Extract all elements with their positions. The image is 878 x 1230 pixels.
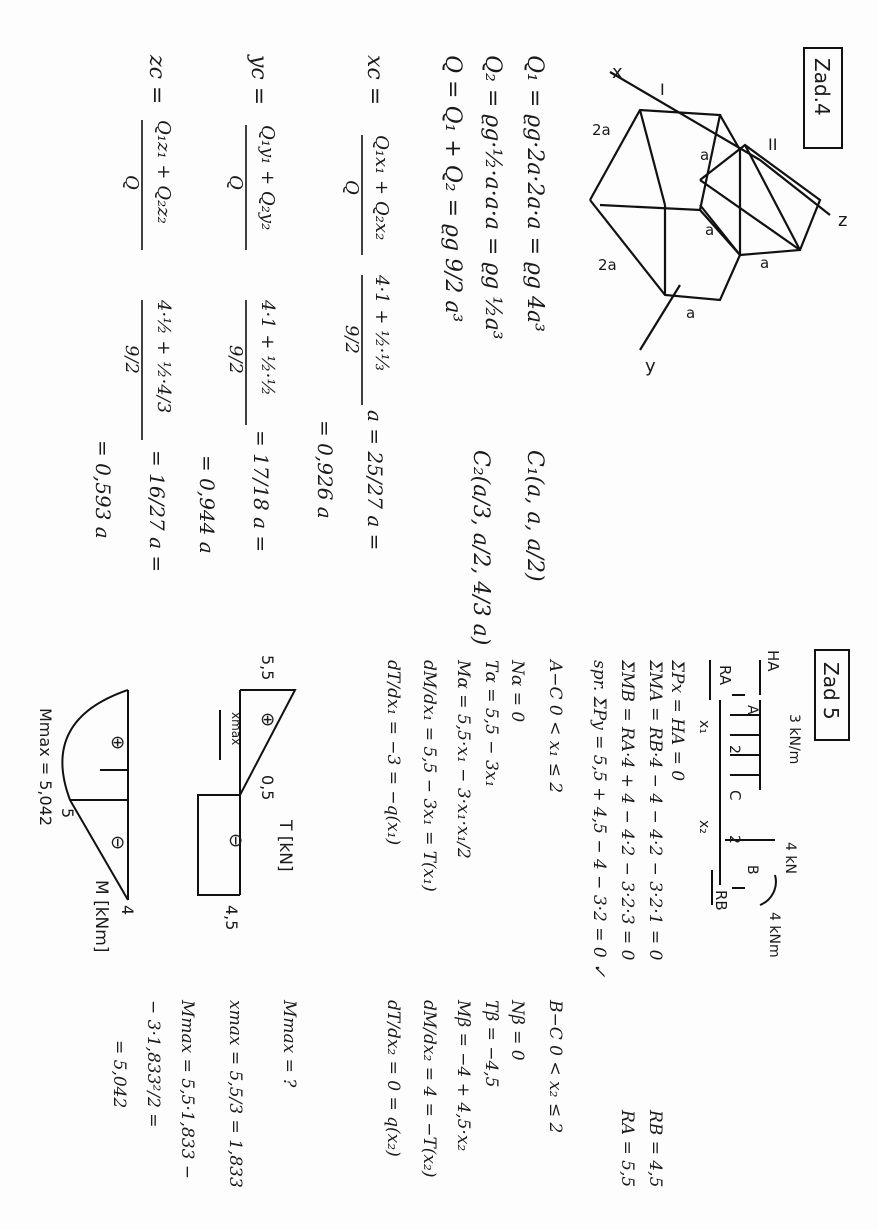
dim-a-4: a [686, 304, 696, 322]
eq-q2: Q₂ = ϱg·½·a·a·a = ϱg ½a³ [480, 55, 505, 340]
beam-force-label: 4 kN [782, 842, 798, 874]
moment-mmax: Mmax = 5,042 [36, 708, 55, 827]
mmax-q: Mmax = ? [279, 1000, 299, 1088]
ac-n: Nα = 0 [507, 660, 527, 723]
zc-num: Q₁z₁ + Q₂z₂ [153, 120, 174, 224]
moment-title: M [kNm] [91, 880, 111, 953]
zc-lhs: zc = [144, 55, 169, 105]
beam-c-label: C [726, 790, 744, 801]
dim-a-3: a [760, 254, 770, 272]
xc-formula [313, 55, 392, 550]
shear-minus: ⊖ [225, 833, 246, 849]
beam-moment-label: 4 kNm [766, 912, 782, 958]
moment-minus: ⊖ [107, 835, 128, 851]
beam-ra-label: RA [716, 665, 734, 686]
moment-diagram [62, 690, 128, 900]
xc-result: = 0,926 a [313, 420, 337, 519]
eq-c2: C₂(a/3, a/2, 4/3 a) [468, 450, 493, 646]
eq-rb: RB = 4,5 [645, 1110, 665, 1188]
eq-check: spr. ΣPy = 5,5 + 4,5 − 4 − 3·2 = 0 ✓ [589, 660, 609, 978]
bc-m: Mβ = −4 + 4,5·x₂ [453, 1000, 473, 1152]
zc-num2: 4·½ + ½·4/3 [153, 300, 174, 414]
beam-rb-label: RB [712, 890, 730, 911]
xc-den: Q [341, 180, 362, 195]
bc-t: Tβ = −4,5 [481, 1000, 501, 1088]
yc-num: Q₁y₁ + Q₂y₂ [257, 125, 278, 231]
moment-plus: ⊕ [107, 735, 128, 751]
shear-v2: 0,5 [258, 775, 277, 801]
shear-plus: ⊕ [257, 712, 278, 728]
z-axis-line [760, 160, 830, 215]
shear-v1: 5,5 [258, 655, 277, 681]
zad5-section [36, 650, 849, 1188]
bc-header: B−C 0 < x₂ ≤ 2 [545, 1000, 565, 1134]
eq-c1: C₁(a, a, a/2) [522, 450, 547, 582]
zad4-section [91, 48, 847, 645]
yc-mid: = 17/18 a = [249, 430, 273, 553]
ac-dt: dT/dx₁ = −3 = −q(x₁) [383, 660, 403, 846]
zc-mid: = 16/27 a = [145, 450, 169, 573]
mmax-eq-2: − 3·1,833²/2 = [143, 1000, 163, 1128]
beam-span-2: 2 [726, 835, 742, 844]
shear-v3: 4,5 [222, 905, 241, 931]
dim-2a-top: 2a [592, 121, 611, 139]
ac-t: Tα = 5,5 − 3x₁ [481, 660, 501, 788]
beam-b-label: B [744, 865, 760, 875]
zad4-label: Zad.4 [810, 58, 834, 116]
dim-a-2: a [705, 221, 715, 239]
xc-num: Q₁x₁ + Q₂x₂ [371, 135, 392, 241]
dim-a-1: a [700, 146, 710, 164]
xmax-eq: xmax = 5,5/3 = 1,833 [225, 1000, 245, 1188]
part-2-label: II [768, 135, 778, 154]
zad5-label: Zad 5 [819, 662, 843, 720]
yc-lhs: yc = [246, 55, 271, 106]
moment-arc [760, 875, 776, 905]
yc-result: = 0,944 a [195, 455, 219, 554]
zc-formula [91, 54, 174, 572]
ac-m: Mα = 5,5·x₁ − 3·x₁·x₁/2 [453, 660, 473, 859]
yc-den: Q [225, 175, 246, 190]
eq-sum-ma: ΣMA = RB·4 − 4 − 4·2 − 3·2·1 = 0 [645, 660, 665, 961]
moment-v1: 5 [58, 808, 77, 819]
solid-figure [590, 72, 830, 350]
eq-sum-px: ΣPx = HA = 0 [667, 660, 687, 782]
eq-q: Q = Q₁ + Q₂ = ϱg 9/2 a³ [440, 55, 465, 323]
beam-diagram [710, 660, 776, 905]
xc-lhs: xc = [362, 55, 387, 106]
eq-q1: Q₁ = ϱg·2a·2a·a = ϱg 4a³ [522, 55, 547, 332]
xc-den2: 9/2 [341, 325, 362, 354]
beam-x1-label: x₁ [696, 720, 712, 734]
beam-ha-label: HA [764, 650, 782, 672]
beam-load-label: 3 kN/m [786, 714, 802, 765]
dim-2a-left: 2a [598, 256, 617, 274]
ac-header: A−C 0 < x₁ ≤ 2 [545, 660, 565, 794]
mmax-eq-1: Mmax = 5,5·1,833 − [177, 1000, 197, 1180]
axis-y-label: y [645, 356, 656, 377]
mmax-eq-3: = 5,042 [109, 1040, 129, 1109]
moment-curve [62, 690, 128, 900]
yc-den2: 9/2 [225, 345, 246, 374]
yc-formula [195, 54, 278, 554]
bc-dt: dT/dx₂ = 0 = q(x₂) [383, 1000, 403, 1157]
yc-num2: 4·1 + ½·½ [257, 300, 278, 396]
zc-result: = 0,593 a [91, 440, 115, 539]
axis-x-label: x [612, 62, 623, 83]
axis-z-label: z [838, 210, 848, 231]
bc-n: Nβ = 0 [507, 1000, 527, 1061]
beam-x2-label: x₂ [696, 820, 712, 834]
part-1-label: I [660, 80, 665, 99]
zc-den2: 9/2 [121, 345, 142, 374]
shear-title: T [kN] [275, 820, 295, 872]
xc-num2: 4·1 + ½·⅓ [371, 275, 392, 371]
moment-v2: 4 [118, 905, 137, 916]
bc-dm: dM/dx₂ = 4 = −T(x₂) [419, 1000, 439, 1178]
beam-span-1: 2 [726, 745, 742, 754]
shear-xmax: xmax [229, 712, 243, 746]
zc-den: Q [121, 175, 142, 190]
xc-mid: a = 25/27 a = [363, 410, 387, 551]
beam-a-label: A [744, 705, 760, 715]
eq-ra: RA = 5,5 [617, 1110, 637, 1188]
eq-sum-mb: ΣMB = RA·4 + 4 − 4·2 − 3·2·3 = 0 [617, 660, 637, 961]
ac-dm: dM/dx₁ = 5,5 − 3x₁ = T(x₁) [419, 660, 439, 892]
